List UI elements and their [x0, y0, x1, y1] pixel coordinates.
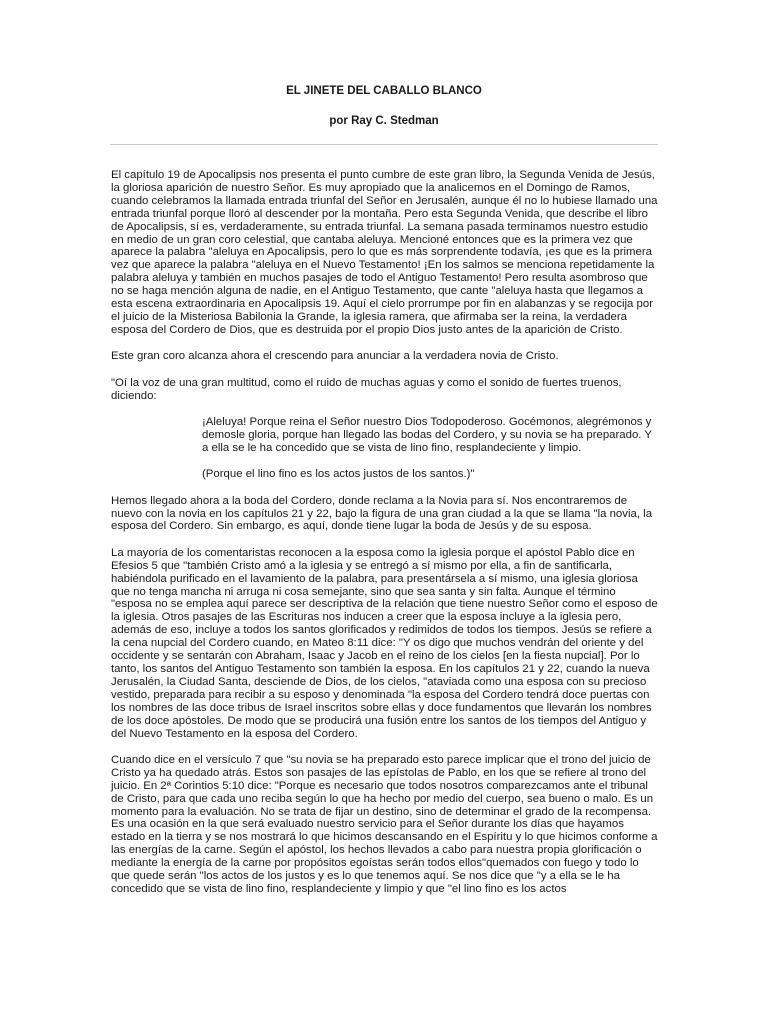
divider	[110, 144, 658, 145]
document-body	[111, 169, 659, 909]
paragraph: Cuando dice en el versículo 7 que "su novia se ha preparado esto parece implicar que el trono del juicio de Cristo ya ha quedado atrás. Estos son pasajes de las epístolas de Pablo, en los que se refiere al trono del juicio. En 2ª Corintios 5:10 dice: "Porque es necesario que todos nosotros comparezcamos ante el tribunal de Cristo, para que cada uno reciba según lo que ha hecho por medio del cuerpo, sea bueno o malo. Es un momento para la evaluación. No se trata de fijar un destino, sino de determinar el grado de la recompensa. Es una ocasión en la que será evaluado nuestro servicio para el Señor durante los días que hayamos estado en la tierra y se nos mostrará lo que hicimos descansando en el Espíritu y lo que hicimos conforme a las energías de la carne. Según el apóstol, los hechos llevados a cabo para nuestra propia glorificación o mediante la energía de la carne por propósitos egoístas serán todos ellos"quemados con fuego y todo lo que quede serán "los actos de los justos y es lo que tenemos aquí. Se nos dice que "y a ella se le ha concedido que se vista de lino fino, resplandeciente y limpio y que "el lino fino es los actos	[111, 753, 658, 895]
block-quote: (Porque el lino fino es los actos justos de los santos.)"	[202, 468, 475, 481]
paragraph: La mayoría de los comentaristas reconocen a la esposa como la iglesia porque el apóstol Pablo dice en Efesios 5 que "también Cristo amó a la iglesia y se entregó a sí mismo por ella, a fin de santificarla, habiéndola purificado en el lavamiento de la palabra, para presentársela a sí mismo, una iglesia gloriosa que no tenga mancha ni arruga ni cosa semejante, sino que sea santa y sin falta. Aunque el término "esposa no se emplea aquí parece ser descriptiva de la relación que tiene nuestro Señor como el esposo de la iglesia. Otros pasajes de las Escrituras nos inducen a creer que la esposa incluye a la iglesia pero, además de eso, incluye a todos los santos glorificados y redimidos de todos los tiempos. Jesús se refiere a la cena nupcial del Cordero cuando, en Mateo 8:11 dice: "Y os digo que muchos vendrán del oriente y del occidente y se sentarán con Abraham, Isaac y Jacob en el reino de los cielos [en la fiesta nupcial]. Por lo tanto, los santos del Antiguo Testamento son también la esposa. En los capítulos 21 y 22, cuando la nueva Jerusalén, la Ciudad Santa, desciende de Dios, de los cielos, "ataviada como una esposa con su precioso vestido, preparada para recibir a su esposo y denominada "la esposa del Cordero tendrá doce puertas con los nombres de las doce tribus de Israel inscritos sobre ellas y doce fundamentos que llevarán los nombres de los doce apóstoles. De modo que se producirá una fusión entre los santos de los tiempos del Antiguo y del Nuevo Testamento en la esposa del Cordero.	[111, 546, 658, 740]
paragraph: Este gran coro alcanza ahora el crescendo para anunciar a la verdadera novia de Cristo.	[111, 350, 559, 363]
document-author: por Ray C. Stedman	[329, 115, 439, 127]
block-quote: ¡Aleluya! Porque reina el Señor nuestro Dios Todopoderoso. Gocémonos, alegrémonos y demosle gloria, porque han llegado las bodas del Cordero, y su novia se ha preparado. Y a ella se le ha concedido que se vista de lino fino, resplandeciente y limpio.	[202, 416, 652, 454]
paragraph: "Oí la voz de una gran multitud, como el ruido de muchas aguas y como el sonido de fuertes truenos, diciendo:	[111, 376, 622, 402]
document-title: EL JINETE DEL CABALLO BLANCO	[286, 85, 482, 97]
paragraph: Hemos llegado ahora a la boda del Cordero, donde reclama a la Novia para sí. Nos encontraremos de nuevo con la novia en los capítulos 21 y 22, bajo la figura de una gran ciudad a la que se llama "la novia, la esposa del Cordero. Sin embargo, es aquí, donde tiene lugar la boda de Jesús y de su esposa.	[111, 494, 653, 533]
paragraph: El capítulo 19 de Apocalipsis nos presenta el punto cumbre de este gran libro, la Segunda Venida de Jesús, la gloriosa aparición de nuestro Señor. Es muy apropiado que la analicemos en el Domingo de Ramos, cuando celebramos la llamada entrada triunfal del Señor en Jerusalén, aunque él no lo hubiese llamado una entrada triunfal porque lloró al descender por la montaña. Pero esta Segunda Venida, que describe el libro de Apocalipsis, sí es, verdaderamente, su entrada triunfal. La semana pasada terminamos nuestro estudio en medio de un gran coro celestial, que cantaba aleluya. Mencioné entonces que es la primera vez que aparece la palabra "aleluya en Apocalipsis, pero lo que es más sorprendente todavía, ¡es que es la primera vez que aparece la palabra "aleluya en el Nuevo Testamento! ¡En los salmos se menciona repetidamente la palabra aleluya y también en muchos pasajes de todo el Antiguo Testamento! Pero resulta asombroso que no se haga mención alguna de nadie, en el Antiguo Testamento, que cante "aleluya hasta que llegamos a esta escena extraordinaria en Apocalipsis 19. Aquí el cielo prorrumpe por fin en alabanzas y se regocija por el juicio de la Misteriosa Babilonia la Grande, la iglesia ramera, que afirmaba ser la reina, la verdadera esposa del Cordero de Dios, que es destruida por el propio Dios justo antes de la aparición de Cristo.	[111, 169, 658, 336]
